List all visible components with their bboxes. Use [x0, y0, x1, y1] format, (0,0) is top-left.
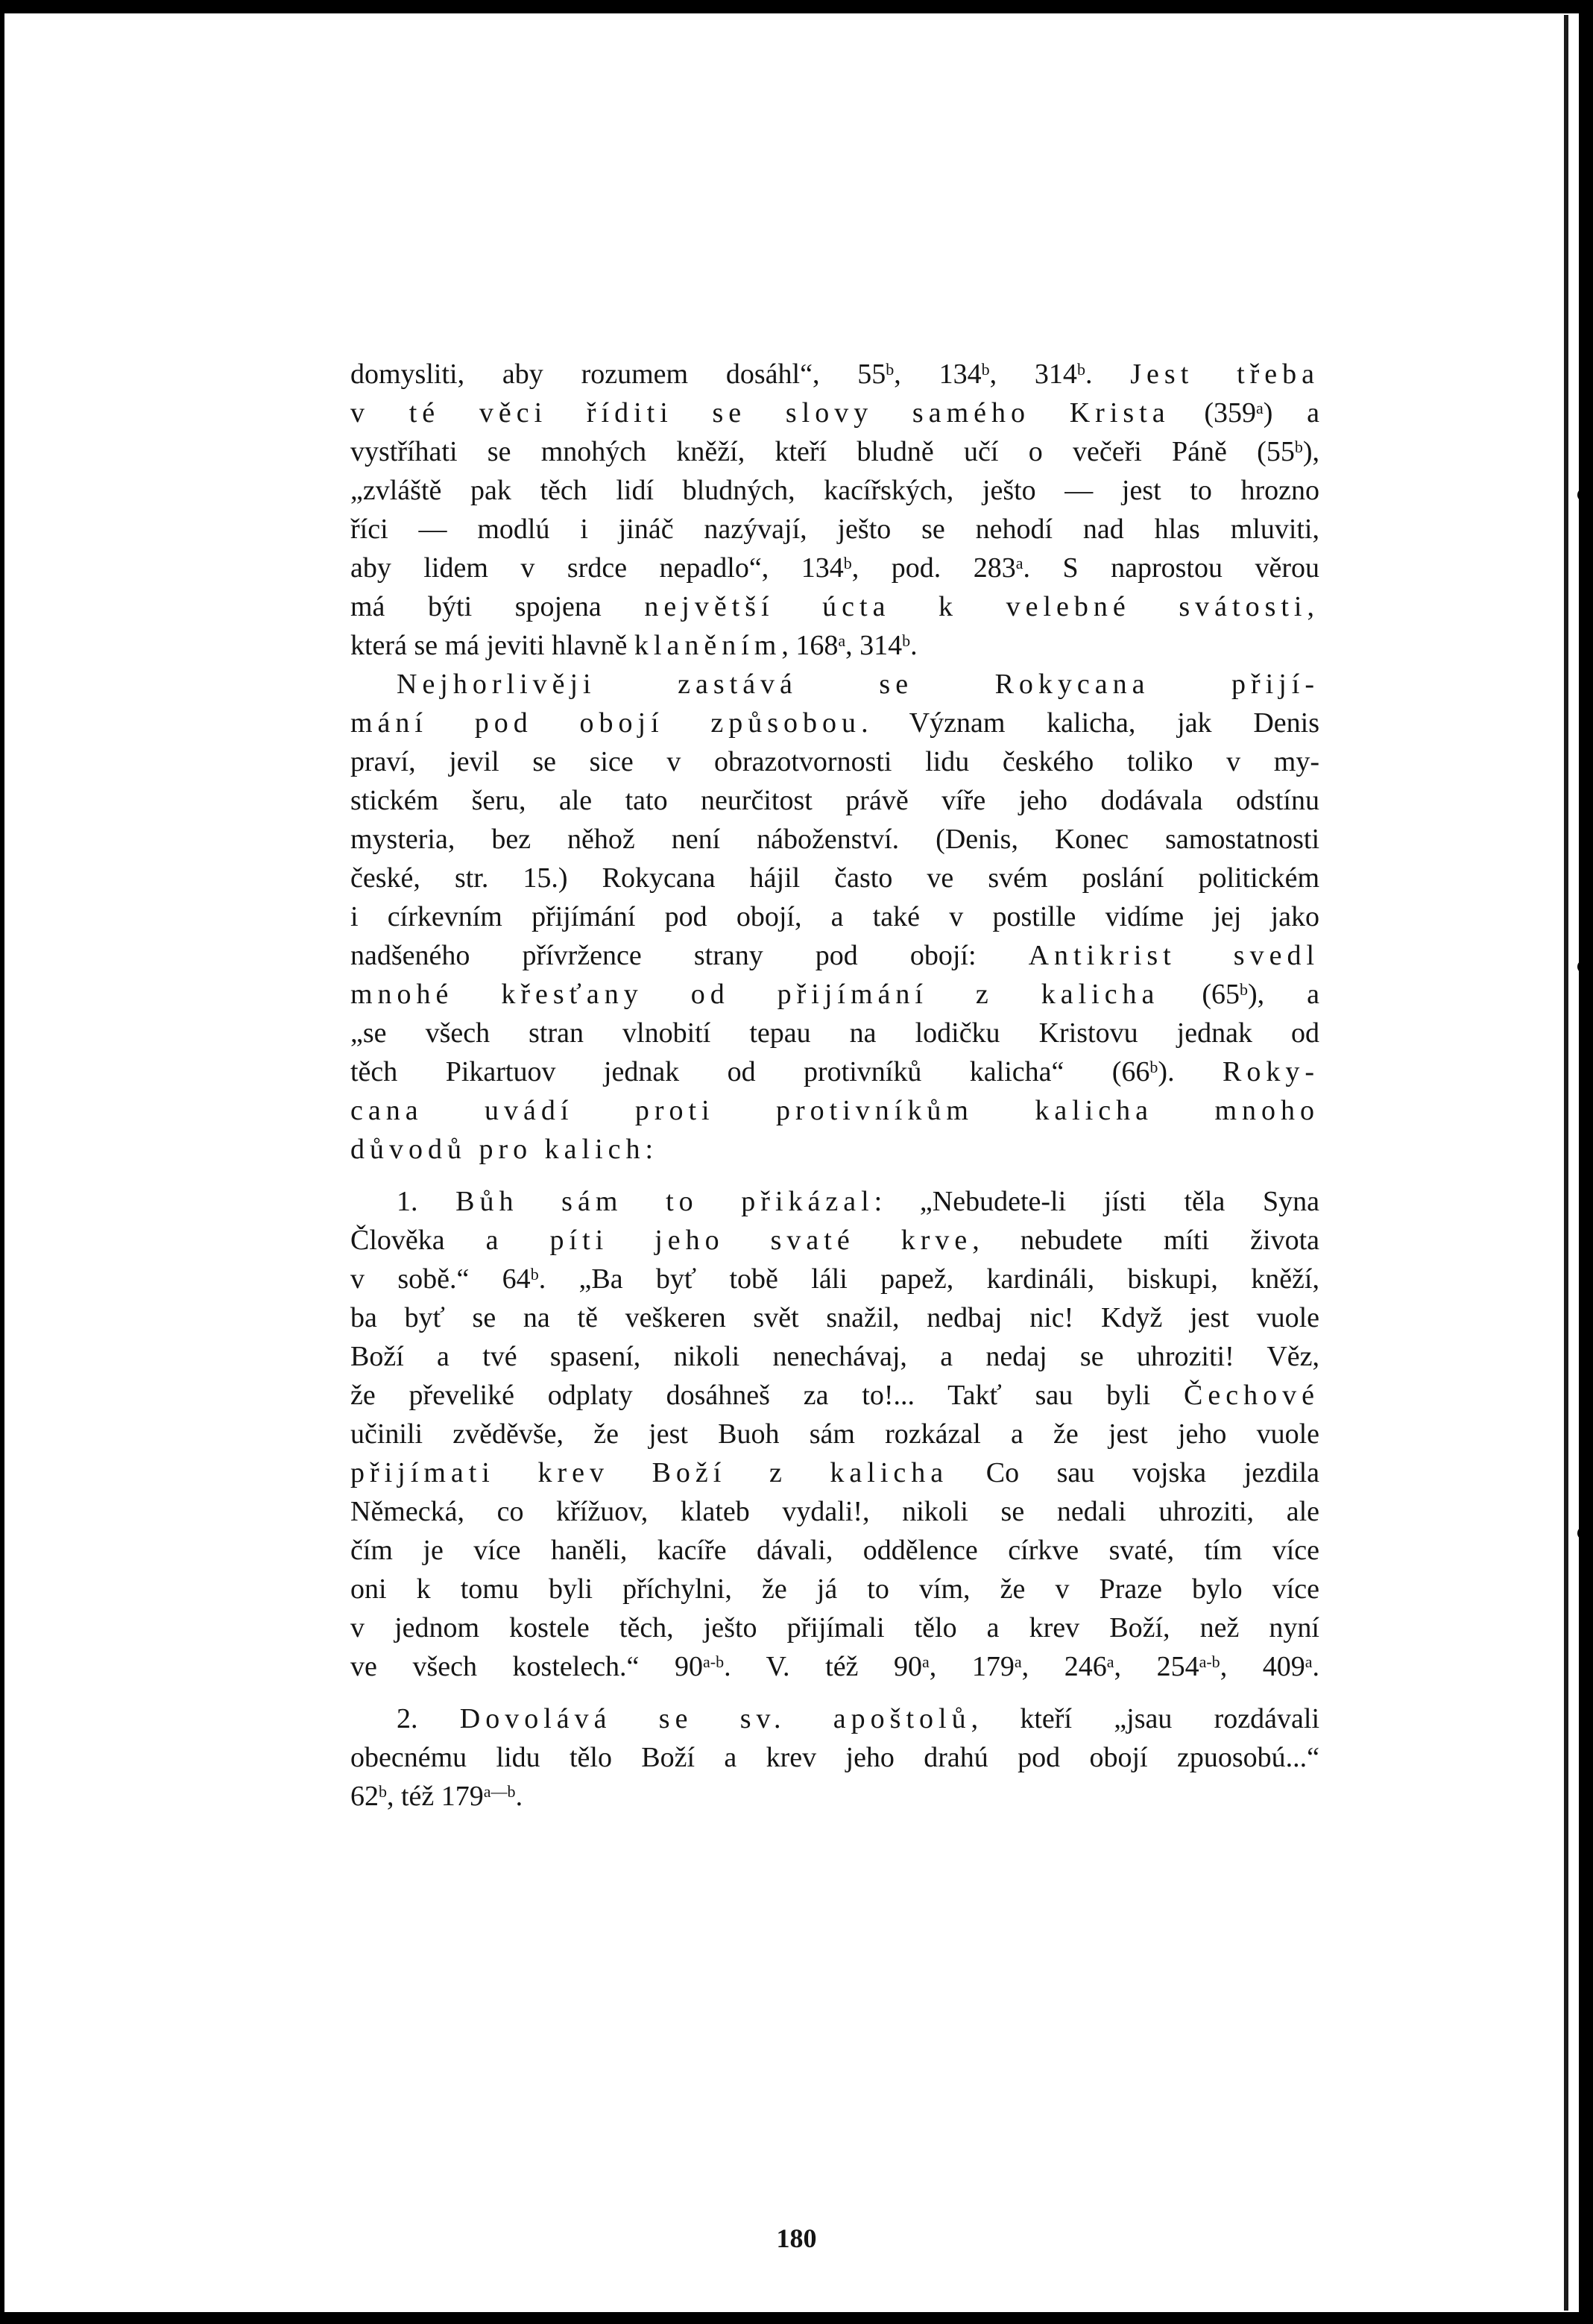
scan-border-right: [1579, 0, 1593, 2324]
text-line: Nejhorlivěji zastává se Rokycana přijí-: [397, 669, 1319, 700]
text-line: nadšeného přívržence strany pod obojí: Antikrist svedl: [350, 940, 1320, 971]
binding-hole-mark: [1577, 1526, 1591, 1540]
text-line: cana uvádí proti protivníkům kalicha mnoho: [350, 1095, 1319, 1126]
text-line: mnohé křesťany od přijímání z kalicha (65$^b$), a: [350, 979, 1319, 1010]
text-line: praví, jevil se sice v obrazotvornosti lidu českého toliko v my-: [350, 746, 1319, 777]
text-line: říci — modlú i jináč nazývají, ješto se nehodí nad hlas mluviti,: [350, 514, 1319, 545]
text-line: „zvláště pak těch lidí bludných, kacířských, ješto — jest to hrozno: [350, 475, 1319, 506]
text-line: Německá, co křížuov, klateb vydali!, nikoli se nedali uhroziti, ale: [350, 1496, 1319, 1527]
text-line: ba byť se na tě veškeren svět snažil, nedbaj nic! Když jest vuole: [350, 1302, 1319, 1333]
text-line: že převeliké odplaty dosáhneš za to!... Takť sau byli Čechové: [350, 1380, 1319, 1411]
text-line: učinili zvěděvše, že jest Buoh sám rozkázal a že jest jeho vuole: [350, 1418, 1319, 1450]
text-line: v sobě.“ 64$^b$. „Ba byť tobě láli papež, kardináli, biskupi, kněží,: [350, 1263, 1319, 1295]
text-line: aby lidem v srdce nepadlo“, 134$^b$, pod. 283$^a$. S naprostou věrou: [350, 552, 1319, 584]
text-line: Boží a tvé spasení, nikoli nenechávaj, a nedaj se uhroziti! Věz,: [350, 1341, 1319, 1372]
text-line: „se všech stran vlnobití tepau na lodičku Kristovu jednak od: [350, 1017, 1319, 1049]
text-line: 62$^b$, též $179^{a—b}$.: [350, 1781, 523, 1812]
page-number: 180: [776, 2223, 817, 2253]
text-line: i církevním přijímání pod obojí, a také v postille vidíme jej jako: [350, 901, 1319, 932]
scan-border-left: [0, 0, 4, 2324]
text-line: obecnému lidu tělo Boží a krev jeho drahú pod obojí zpuosobú...“: [350, 1742, 1319, 1773]
body-text: [350, 355, 1319, 1816]
text-line: stickém šeru, ale tato neurčitost právě víře jeho dodávala odstínu: [350, 785, 1319, 816]
text-line: důvodů pro kalich:: [350, 1134, 659, 1165]
text-line: mysteria, bez něhož není náboženství. (Denis, Konec samostatnosti: [350, 824, 1319, 855]
text-line: která se má jeviti hlavně klaněním, 168$^a$, 314$^b$.: [350, 630, 918, 661]
text-line: ve všech kostelech.“ 90$^{a-b}$. V. též 90$^a$, 179$^a$, 246$^a$, 254$^{a-b}$, 409$^a$.: [350, 1651, 1320, 1682]
scan-border-bottom: [0, 2312, 1593, 2324]
text-line: 1. Bůh sám to přikázal: „Nebudete-li jísti těla Syna: [397, 1186, 1320, 1217]
text-line: vystříhati se mnohých kněží, kteří bludně učí o večeři Páně (55$^b$),: [350, 436, 1319, 467]
text-line: těch Pikartuov jednak od protivníků kalicha“ (66$^b$). Roky-: [350, 1056, 1319, 1087]
binding-hole-mark: [1577, 960, 1591, 973]
text-line: přijímati krev Boží z kalicha Co sau vojska jezdila: [350, 1457, 1319, 1488]
text-line: 2. Dovolává se sv. apoštolů, kteří „jsau rozdávali: [397, 1703, 1319, 1734]
text-line: má býti spojena největší úcta k velebné svátosti,: [350, 591, 1319, 622]
text-line: čím je více haněli, kacíře dávali, oddělence církve svaté, tím více: [350, 1535, 1319, 1566]
text-line: oni k tomu byli příchylni, že já to vím, že v Praze bylo více: [350, 1573, 1319, 1605]
text-line: domysliti, aby rozumem dosáhl“, 55$^b$, 134$^b$, 314$^b$. Jest třeba: [350, 359, 1320, 390]
scan-border-top: [0, 0, 1593, 13]
text-line: české, str. 15.) Rokycana hájil často ve svém poslání politickém: [350, 862, 1319, 894]
text-line: v té věci říditi se slovy samého Krista (359$^a$) a: [350, 397, 1320, 429]
scan-edge-line: [1564, 15, 1568, 2311]
text-line: mání pod obojí způsobou. Význam kalicha, jak Denis: [350, 707, 1319, 739]
text-line: Člověka a píti jeho svaté krve, nebudete míti života: [350, 1225, 1320, 1256]
text-line: v jednom kostele těch, ješto přijímali tělo a krev Boží, než nyní: [350, 1612, 1319, 1643]
binding-hole-mark: [1577, 488, 1591, 502]
